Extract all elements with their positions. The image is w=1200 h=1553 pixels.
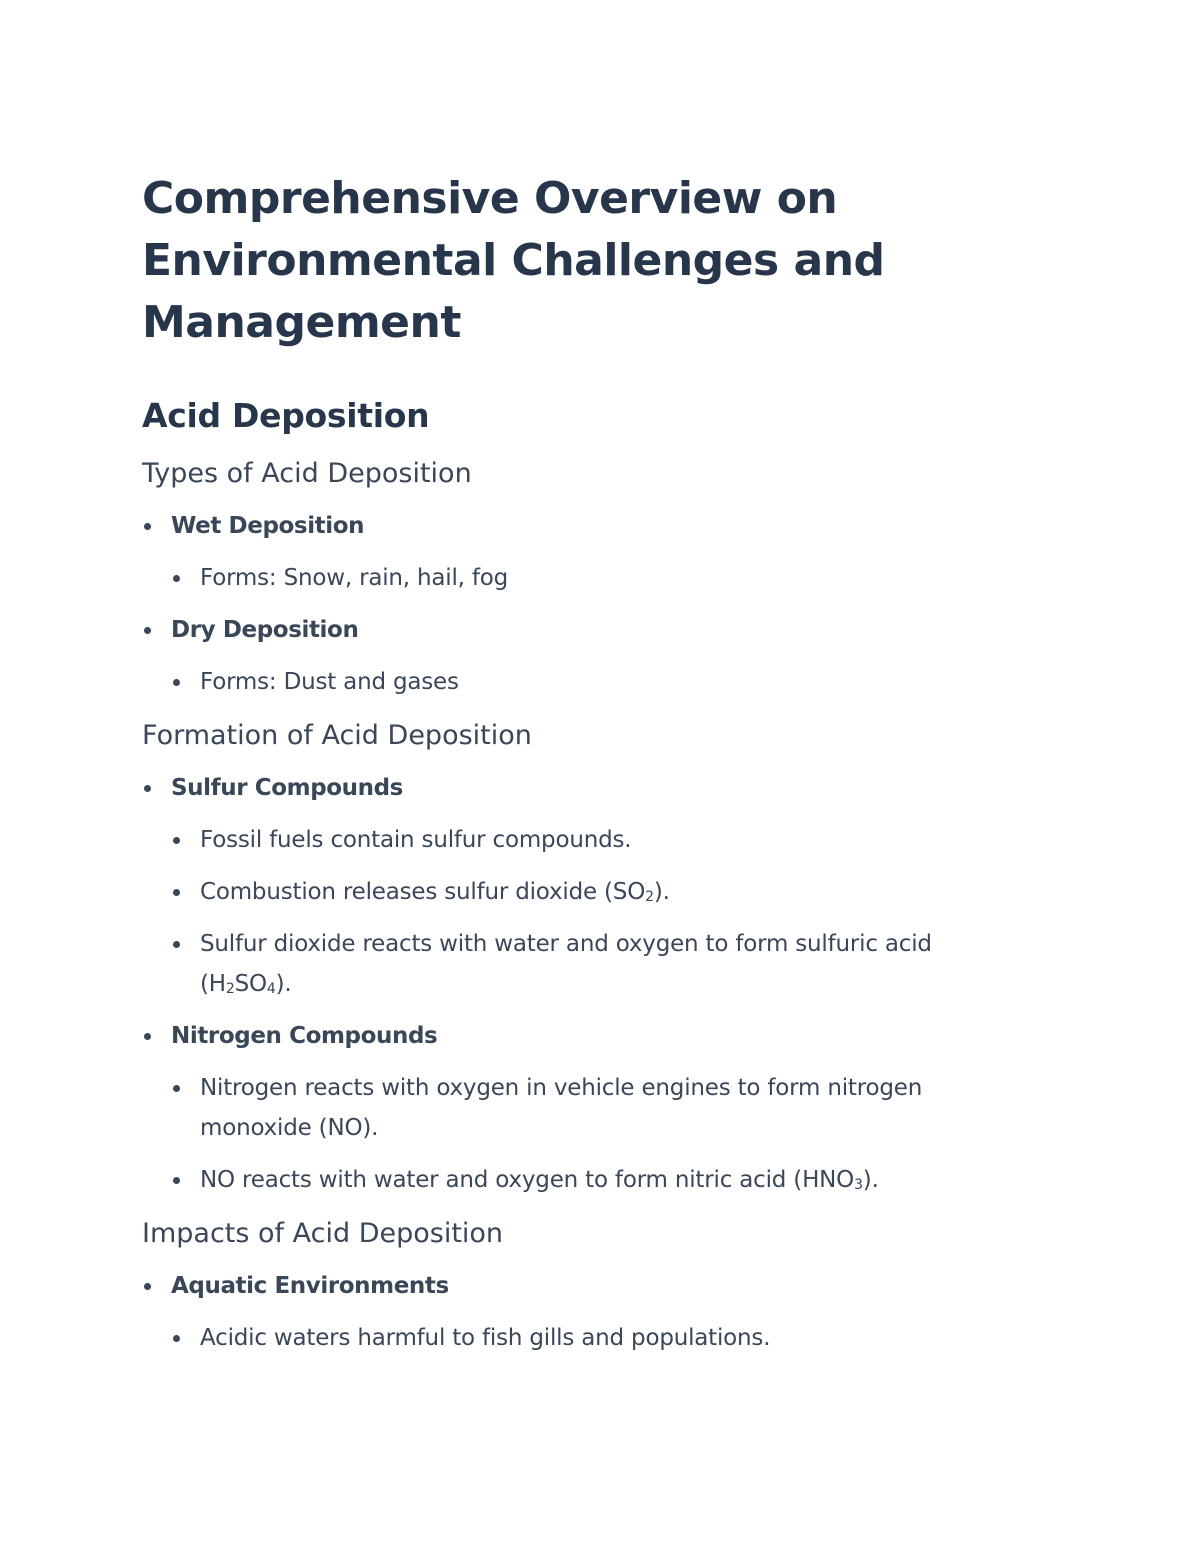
- bullet-icon: [144, 785, 151, 792]
- point-text: Acidic waters harmful to fish gills and populations.: [200, 1325, 771, 1351]
- bullet-icon: [173, 889, 180, 896]
- list-item: [171, 558, 1022, 598]
- list-item: [171, 872, 1022, 912]
- document-title: Comprehensive Overview on Environmental Challenges and Management: [142, 173, 885, 348]
- text-part: Sulfur dioxide reacts with water and oxygen to form sulfuric acid (H: [200, 931, 932, 997]
- sub-list: [171, 558, 1022, 598]
- point-text: Nitrogen reacts with oxygen in vehicle engines to form nitrogen monoxide (NO).: [200, 1075, 923, 1141]
- bullet-icon: [173, 1085, 180, 1092]
- point-text: [200, 1160, 1022, 1200]
- item-title-wet-deposition: Wet Deposition: [171, 513, 365, 539]
- impacts-list: [142, 1266, 1022, 1358]
- list-item: [142, 768, 1022, 1004]
- point-text: [200, 924, 1022, 1004]
- point-text: Forms: Dust and gases: [200, 669, 459, 695]
- sub-list: [171, 820, 1022, 1004]
- bullet-icon: [144, 523, 151, 530]
- item-title-nitrogen-compounds: Nitrogen Compounds: [171, 1023, 438, 1049]
- bullet-icon: [173, 1335, 180, 1342]
- text-part: NO reacts with water and oxygen to form nitric acid (HNO: [200, 1167, 855, 1193]
- item-title-dry-deposition: Dry Deposition: [171, 617, 359, 643]
- list-item: [142, 610, 1022, 702]
- text-part: SO: [234, 971, 267, 997]
- list-item: [171, 1160, 1022, 1200]
- list-item: [171, 1318, 1022, 1358]
- subscript: 3: [854, 1177, 863, 1193]
- bullet-icon: [173, 679, 180, 686]
- list-item: [171, 1068, 1022, 1148]
- subscript: 2: [225, 981, 235, 997]
- subsection-heading-types: Types of Acid Deposition: [142, 458, 472, 489]
- list-item: [171, 662, 1022, 702]
- sub-list: [171, 662, 1022, 702]
- text-part: ).: [862, 1167, 879, 1193]
- bullet-icon: [144, 1283, 151, 1290]
- subsection-heading-formation: Formation of Acid Deposition: [142, 720, 532, 751]
- point-text: Forms: Snow, rain, hail, fog: [200, 565, 509, 591]
- bullet-icon: [173, 1177, 180, 1184]
- point-text: Fossil fuels contain sulfur compounds.: [200, 827, 632, 853]
- list-item: [142, 1016, 1022, 1200]
- item-title-sulfur-compounds: Sulfur Compounds: [171, 775, 403, 801]
- bullet-icon: [144, 1033, 151, 1040]
- item-title-aquatic-environments: Aquatic Environments: [171, 1273, 449, 1299]
- bullet-icon: [173, 941, 180, 948]
- subsection-heading-impacts: Impacts of Acid Deposition: [142, 1218, 504, 1249]
- sub-list: [171, 1068, 1022, 1200]
- document-page: [142, 168, 1022, 1358]
- section-heading-acid-deposition: Acid Deposition: [142, 396, 430, 435]
- bullet-icon: [144, 627, 151, 634]
- text-part: ).: [275, 971, 292, 997]
- text-part: ).: [653, 879, 670, 905]
- bullet-icon: [173, 837, 180, 844]
- subscript: 2: [645, 889, 654, 905]
- types-list: [142, 506, 1022, 702]
- point-text: [200, 872, 1022, 912]
- list-item: [142, 506, 1022, 598]
- sub-list: [171, 1318, 1022, 1358]
- text-part: Combustion releases sulfur dioxide (SO: [200, 879, 646, 905]
- subscript: 4: [266, 981, 276, 997]
- list-item: [171, 820, 1022, 860]
- list-item: [171, 924, 1022, 1004]
- bullet-icon: [173, 575, 180, 582]
- formation-list: [142, 768, 1022, 1200]
- list-item: [142, 1266, 1022, 1358]
